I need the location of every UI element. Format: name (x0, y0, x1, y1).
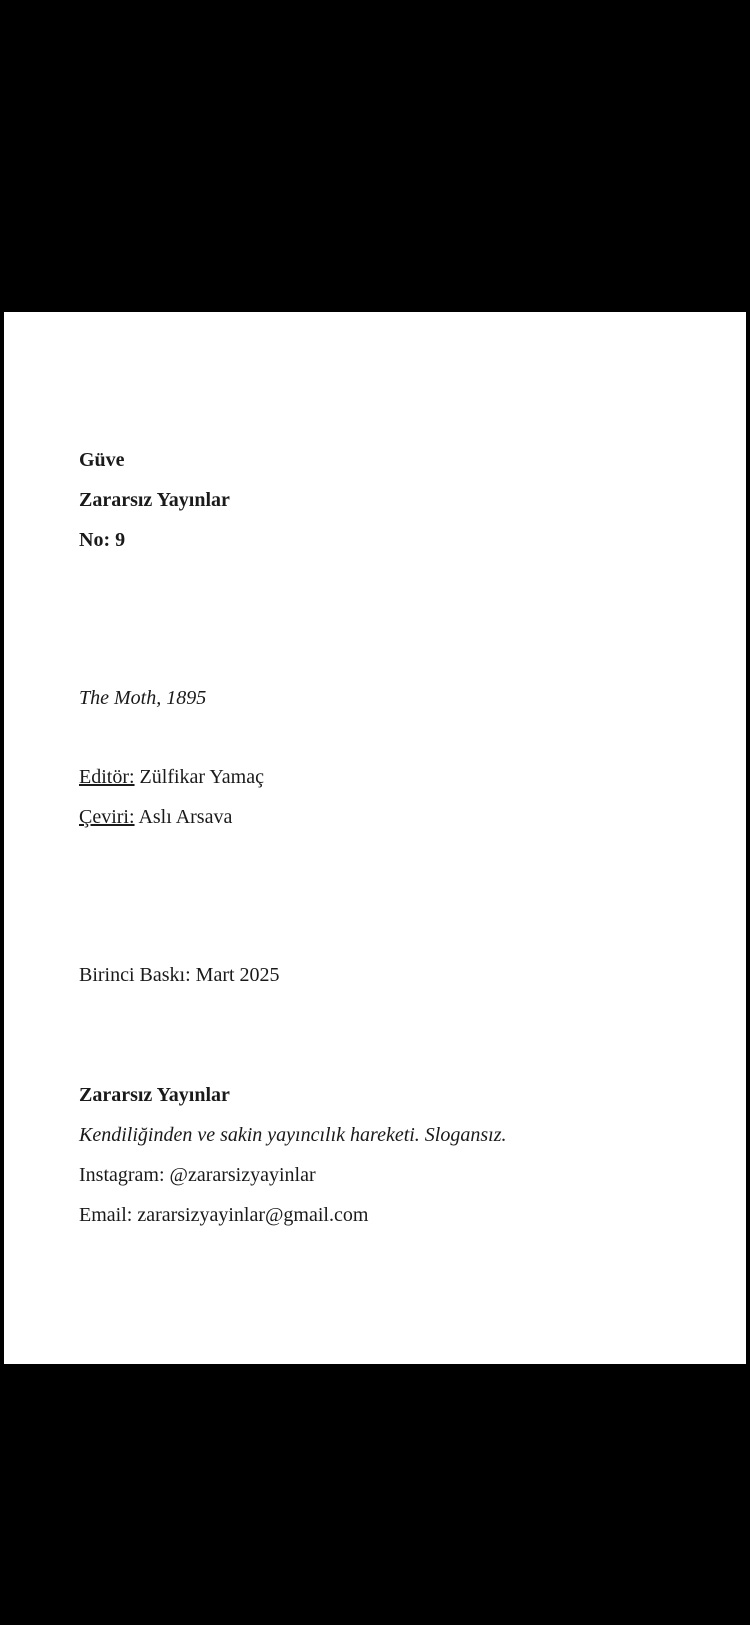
first-print: Birinci Baskı: Mart 2025 (79, 964, 280, 986)
editor-label: Editör: (79, 766, 135, 788)
book-title: Güve (79, 449, 125, 471)
editor-name: Zülfikar Yamaç (139, 766, 264, 788)
translator-name: Aslı Arsava (138, 806, 233, 828)
publisher-motto: Kendiliğinden ve sakin yayıncılık hareketi. Slogansız. (79, 1124, 507, 1146)
translator-line (79, 805, 232, 829)
copyright-page (4, 312, 746, 1364)
original-title: The Moth, 1895 (79, 687, 207, 709)
publisher-instagram: Instagram: @zararsizyayinlar (79, 1164, 316, 1186)
editor-line (79, 765, 264, 789)
translator-label: Çeviri: (79, 806, 135, 828)
series-publisher: Zararsız Yayınlar (79, 489, 230, 511)
publisher-name: Zararsız Yayınlar (79, 1084, 230, 1106)
series-number: No: 9 (79, 529, 126, 551)
publisher-email: Email: zararsizyayinlar@gmail.com (79, 1204, 369, 1226)
